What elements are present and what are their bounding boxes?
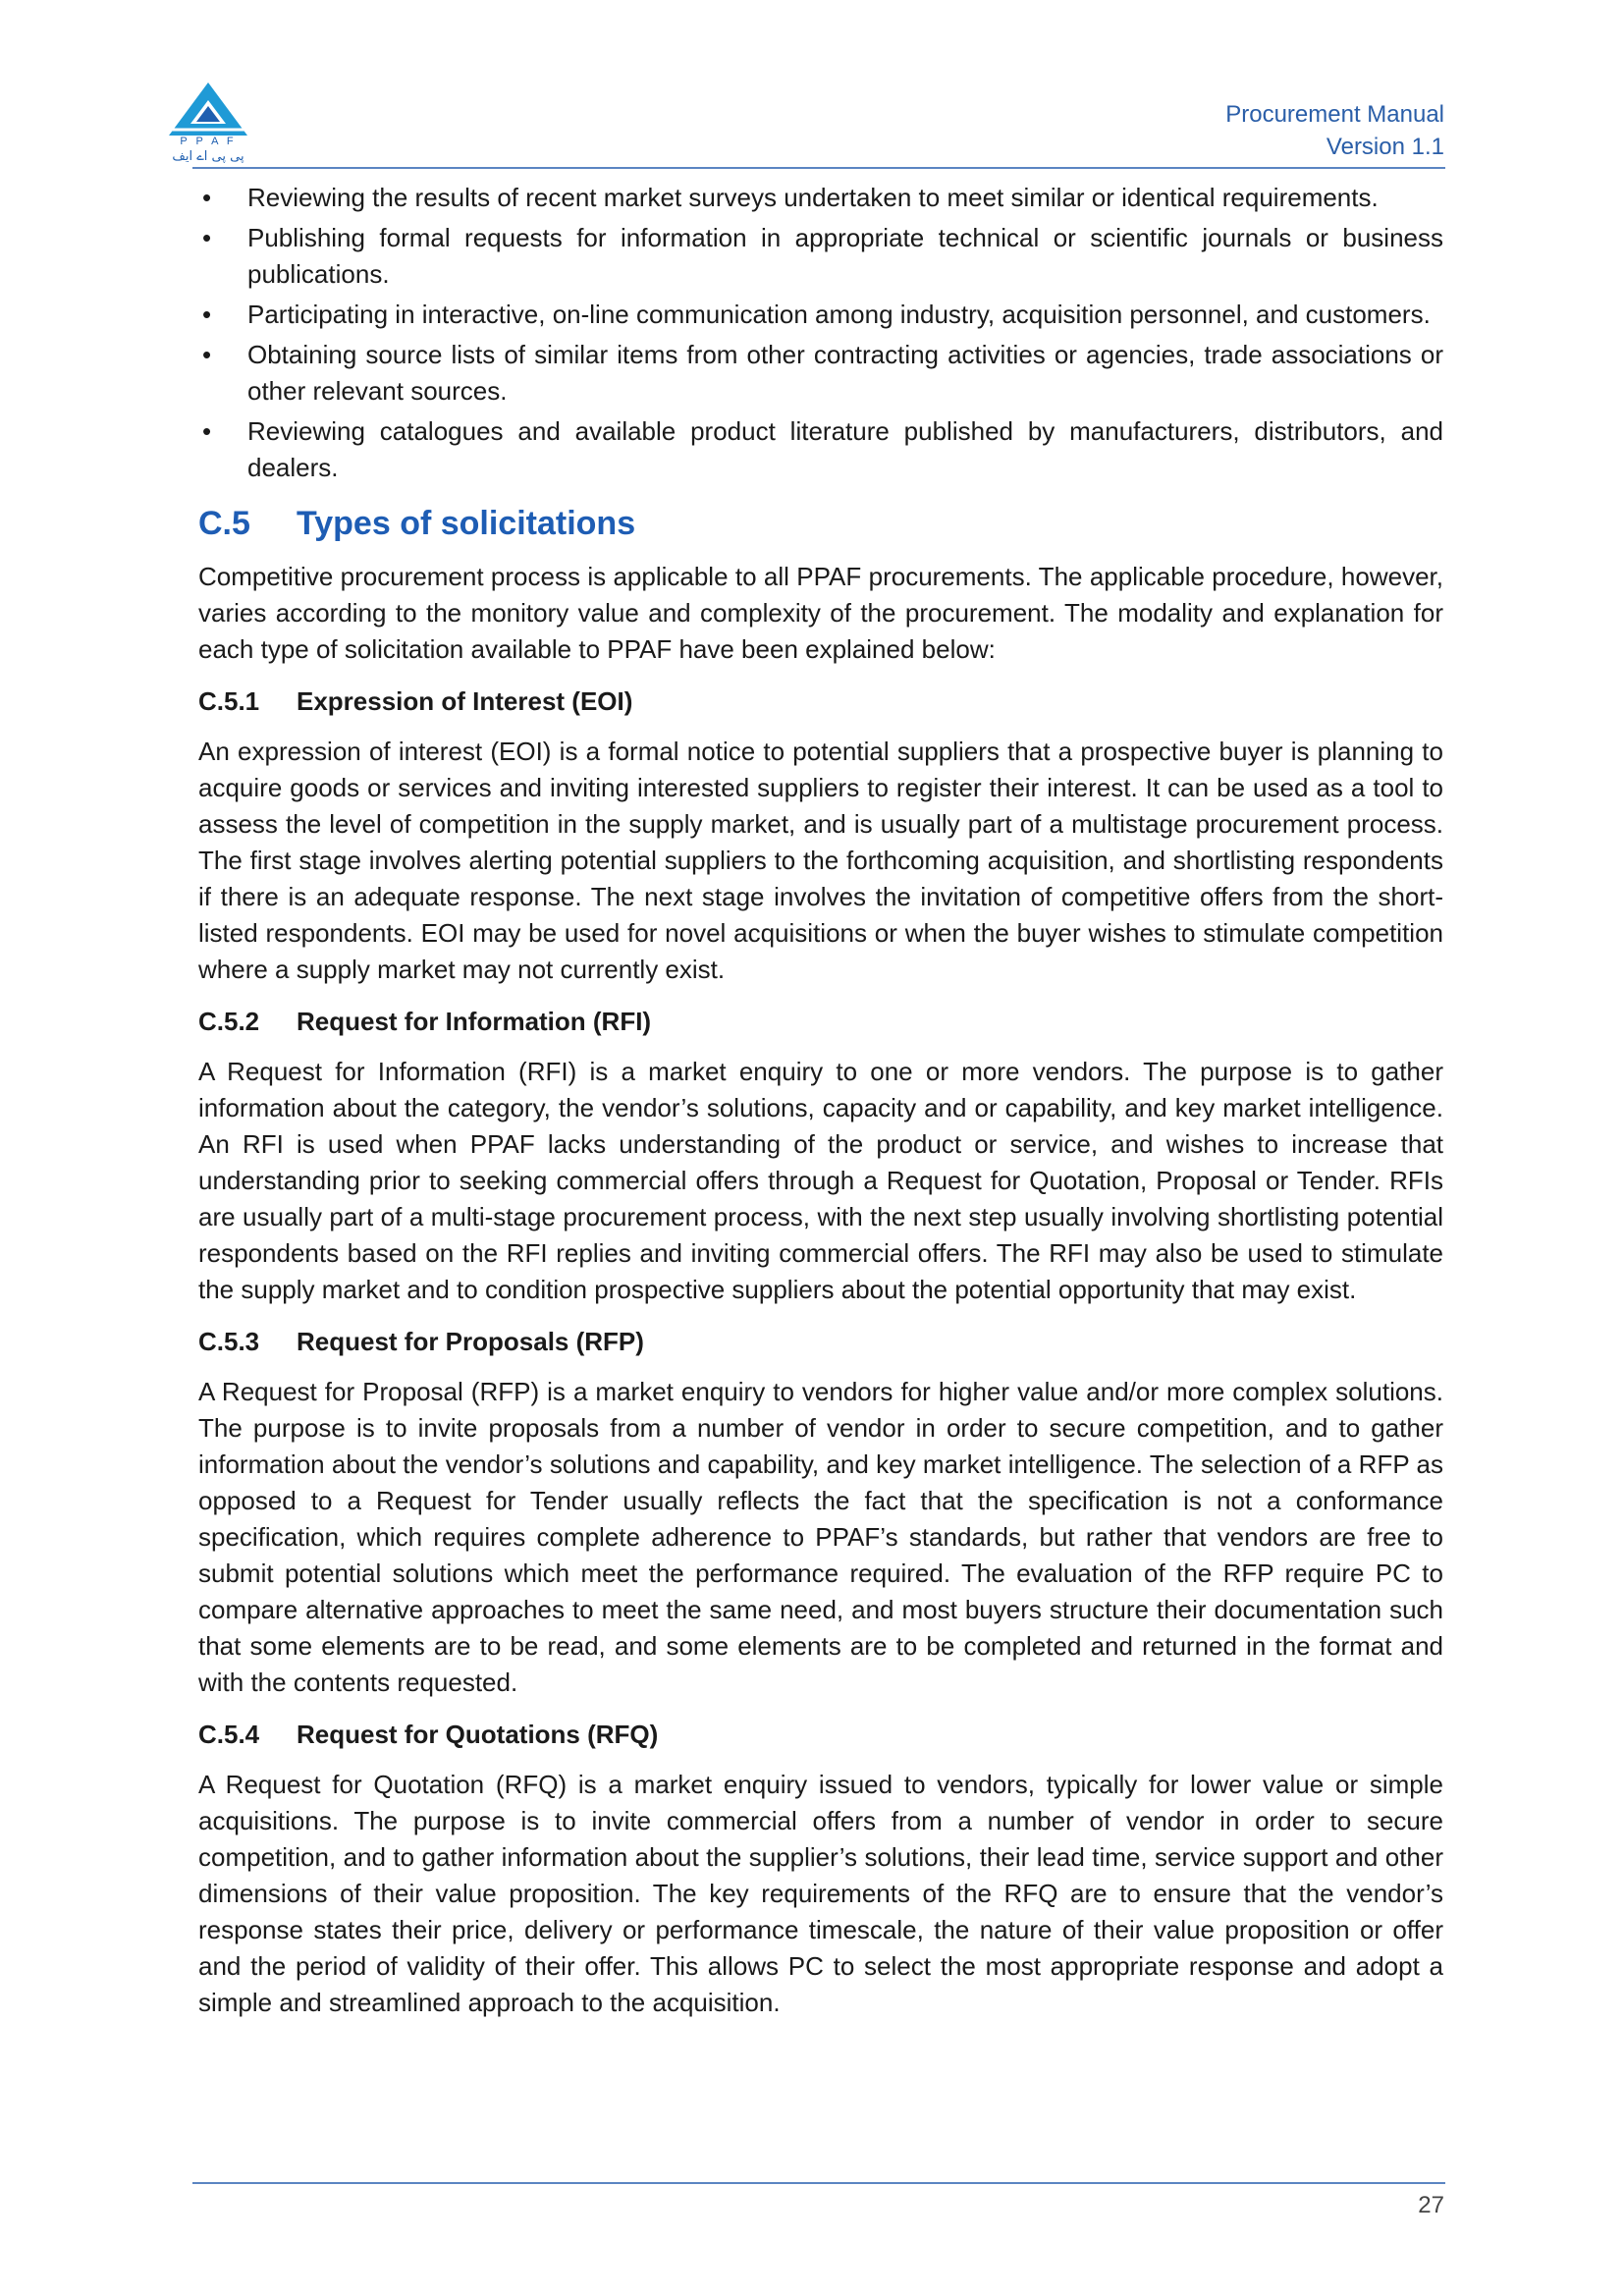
document-header	[1225, 98, 1444, 163]
subsection-paragraph: A Request for Quotation (RFQ) is a market enquiry issued to vendors, typically for lower value or simple acquisitions. The purpose is to invite commercial offers from a number of vendor in order to secure competition, and to gather information about the supplier’s solutions, their lead time, service support and other dimensions of their value proposition. The key requirements of the RFQ are to ensure that the vendor’s response states their price, delivery or performance timescale, the nature of their value proposition or offer and the period of validity of their offer. This allows PC to select the most appropriate response and adopt a simple and streamlined approach to the acquisition.	[198, 1770, 1443, 2017]
footer-divider	[192, 2182, 1445, 2184]
ppaf-triangle-icon	[167, 81, 249, 137]
subsection-title: Request for Quotations (RFQ)	[297, 1720, 659, 1749]
subsection-title: Expression of Interest (EOI)	[297, 686, 633, 716]
list-item: • Publishing formal requests for information in appropriate technical or scientific journals or business publications.	[198, 220, 1443, 293]
subsection-number: C.5.3	[198, 1327, 260, 1356]
list-item: • Reviewing catalogues and available product literature published by manufacturers, distributors, and dealers.	[198, 413, 1443, 486]
subsection-title: Request for Information (RFI)	[297, 1007, 652, 1036]
subsection-number: C.5.2	[198, 1007, 260, 1036]
section-number: C.5	[198, 505, 250, 542]
header-divider	[192, 167, 1445, 169]
bullet-list	[198, 180, 1443, 486]
section-heading	[198, 504, 1443, 543]
subsection-number: C.5.1	[198, 686, 260, 716]
page-content	[198, 180, 1443, 2037]
document-version: Version 1.1	[1326, 134, 1444, 160]
section-title: Types of solicitations	[297, 505, 636, 542]
subsection-number: C.5.4	[198, 1720, 260, 1749]
list-item: • Participating in interactive, on-line communication among industry, acquisition personnel, and customers.	[198, 297, 1443, 333]
subsection-heading	[198, 1717, 1443, 1753]
logo-letters: P P A F	[180, 136, 237, 147]
subsection-paragraph: A Request for Proposal (RFP) is a market enquiry to vendors for higher value and/or more complex solutions. The purpose is to invite proposals from a number of vendor in order to secure competition, and to gather information about the vendor’s solutions and capability, and key market intelligence. The selection of a RFP as opposed to a Request for Tender usually reflects the fact that the specification is not a conformance specification, which requires complete adherence to PPAF’s standards, but rather that vendors are free to submit potential solutions which meet the performance required. The evaluation of the RFP require PC to compare alternative approaches to meet the same need, and most buyers structure their documentation such that some elements are to be read, and some elements are to be completed and returned in the format and with the contents requested.	[198, 1377, 1443, 1697]
subsection-title: Request for Proposals (RFP)	[297, 1327, 644, 1356]
subsection-paragraph: A Request for Information (RFI) is a market enquiry to one or more vendors. The purpose is to gather information about the category, the vendor’s solutions, capacity and or capability, and key market intelligence. An RFI is used when PPAF lacks understanding of the product or service, and wishes to increase that understanding prior to seeking commercial offers through a Request for Quotation, Proposal or Tender. RFIs are usually part of a multi-stage procurement process, with the next step usually involving shortlisting potential respondents based on the RFI replies and inviting commercial offers. The RFI may also be used to stimulate the supply market and to condition prospective suppliers about the potential opportunity that may exist.	[198, 1057, 1443, 1304]
list-item: • Reviewing the results of recent market surveys undertaken to meet similar or identical requirements.	[198, 180, 1443, 216]
page-number: 27	[1418, 2192, 1444, 2218]
subsection-paragraph: An expression of interest (EOI) is a formal notice to potential suppliers that a prospective buyer is planning to acquire goods or services and inviting interested suppliers to register their interest. It can be used as a tool to assess the level of competition in the supply market, and is usually part of a multistage procurement process. The first stage involves alerting potential suppliers to the forthcoming acquisition, and shortlisting respondents if there is an adequate response. The next stage involves the invitation of competitive offers from the short-listed respondents. EOI may be used for novel acquisitions or when the buyer wishes to stimulate competition where a supply market may not currently exist.	[198, 737, 1443, 984]
document-title: Procurement Manual	[1225, 101, 1444, 128]
ppaf-logo	[167, 81, 249, 165]
subsection-heading	[198, 1004, 1443, 1040]
section-intro: Competitive procurement process is applicable to all PPAF procurements. The applicable procedure, however, varies according to the monitory value and complexity of the procurement. The modality and explanation for each type of solicitation available to PPAF have been explained below:	[198, 562, 1443, 664]
logo-urdu-text: پی پی اے ایف	[172, 149, 244, 164]
subsection-heading	[198, 1324, 1443, 1360]
list-item: • Obtaining source lists of similar items from other contracting activities or agencies, trade associations or other relevant sources.	[198, 337, 1443, 410]
subsection-heading	[198, 683, 1443, 720]
